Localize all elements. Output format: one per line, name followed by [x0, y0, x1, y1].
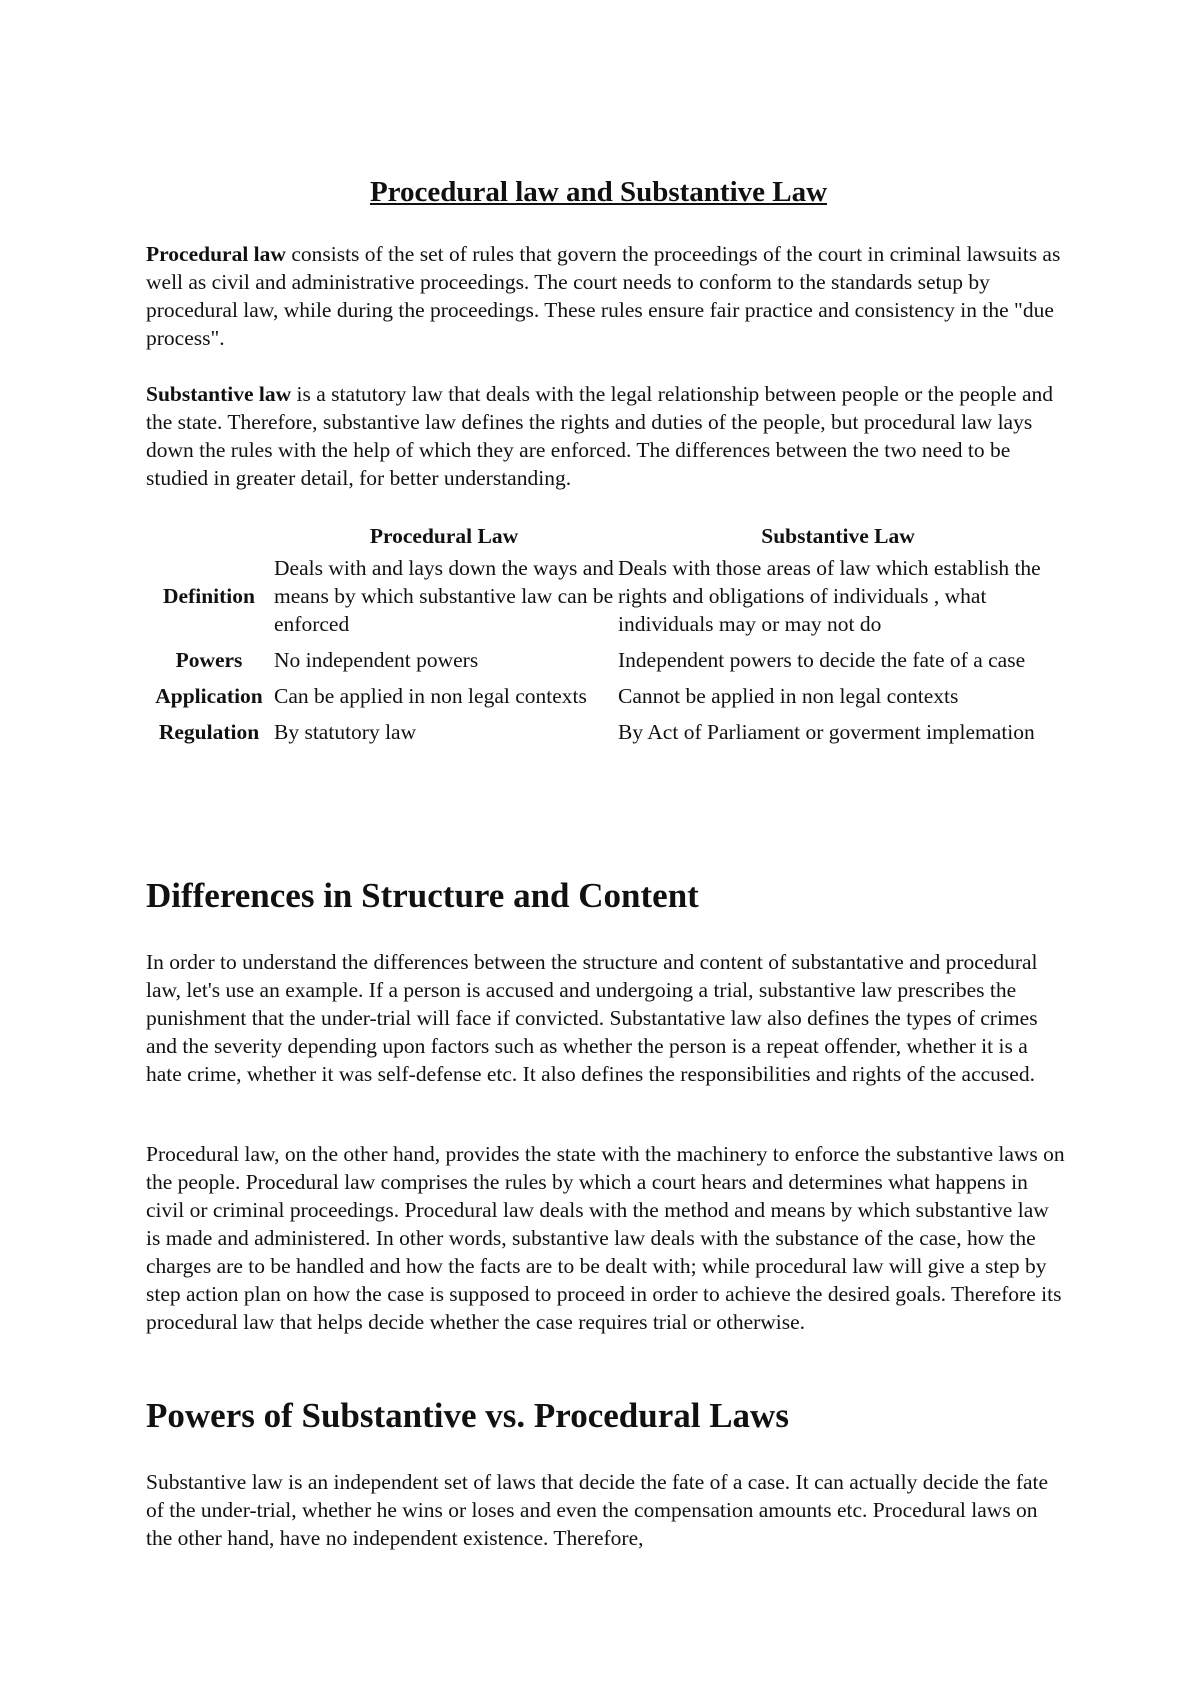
structure-paragraph-2: Procedural law, on the other hand, provides the state with the machinery to enforce the substantive laws on the people. Procedural law comprises the rules by which a court hears and determines what happens in civil or criminal proceedings. Procedural law deals with the method and means by which substantive law is made and administered. In other words, substantive law deals with the substance of the case, how the charges are to be handled and how the facts are to be dealt with; while procedural law will give a step by step action plan on how the case is supposed to proceed in order to achieve the desired goals. Therefore its procedural law that helps decide whether the case requires trial or otherwise.: [146, 1142, 1065, 1334]
substantive-cell: Independent powers to decide the fate of a case: [618, 648, 1026, 672]
substantive-cell: Cannot be applied in non legal contexts: [618, 684, 959, 708]
table-header-substantive: Substantive Law: [761, 524, 915, 548]
procedural-cell: Can be applied in non legal contexts: [274, 684, 587, 708]
powers-paragraph-1: Substantive law is an independent set of laws that decide the fate of a case. It can actually decide the fate of the under-trial, whether he wins or loses and even the compensation amounts etc. Procedural laws on the other hand, have no independent existence. Therefore,: [146, 1470, 1049, 1550]
document-title: Procedural law and Substantive Law: [369, 176, 828, 208]
substantive-law-definition: is a statutory law that deals with the legal relationship between people or the people and the state. Therefore, substantive law defines the rights and duties of the people, but procedural law lays down the rules with the help of which they are enforced. The differences between the two need to be studied in greater detail, for better understanding.: [146, 382, 1053, 490]
row-label: Definition: [163, 584, 255, 608]
procedural-cell: No independent powers: [274, 648, 479, 672]
substantive-cell: By Act of Parliament or goverment implemation: [618, 720, 1035, 744]
table-row: [146, 552, 1060, 644]
intro-procedural-paragraph: [146, 240, 1066, 352]
procedural-cell: By statutory law: [274, 720, 417, 744]
structure-paragraph-1: In order to understand the differences between the structure and content of substantative and procedural law, let's use an example. If a person is accused and undergoing a trial, substantive law prescribes the punishment that the under-trial will face if convicted. Substantative law also defines the types of crimes and the severity depending upon factors such as whether the person is a repeat offender, whether it is a hate crime, whether it was self-defense etc. It also defines the responsibilities and rights of the accused.: [146, 950, 1038, 1086]
substantive-cell: Deals with those areas of law which establish the rights and obligations of individuals , what individuals may or may not do: [618, 556, 1041, 636]
row-label: Powers: [175, 648, 243, 672]
row-label: Application: [155, 684, 263, 708]
table-row: [146, 644, 1060, 680]
table-header-row: [146, 522, 1060, 552]
procedural-cell: Deals with and lays down the ways and means by which substantive law can be enforced: [274, 556, 614, 636]
table-header-procedural: Procedural Law: [369, 524, 519, 548]
table-row: [146, 716, 1060, 752]
procedural-law-definition: consists of the set of rules that govern the proceedings of the court in criminal lawsuits as well as civil and administrative proceedings. The court needs to conform to the standards setup by procedural law, while during the proceedings. These rules ensure fair practice and consistency in the "due process".: [146, 242, 1061, 350]
section-heading-structure: Differences in Structure and Content: [146, 876, 699, 915]
table-row: [146, 680, 1060, 716]
row-label: Regulation: [158, 720, 260, 744]
intro-substantive-paragraph: [146, 380, 1066, 492]
table-header-empty: [146, 522, 272, 552]
section-heading-powers: Powers of Substantive vs. Procedural Laws: [146, 1396, 789, 1435]
substantive-law-term: Substantive law: [146, 382, 292, 406]
comparison-table: [146, 522, 1060, 752]
procedural-law-term: Procedural law: [146, 242, 286, 266]
